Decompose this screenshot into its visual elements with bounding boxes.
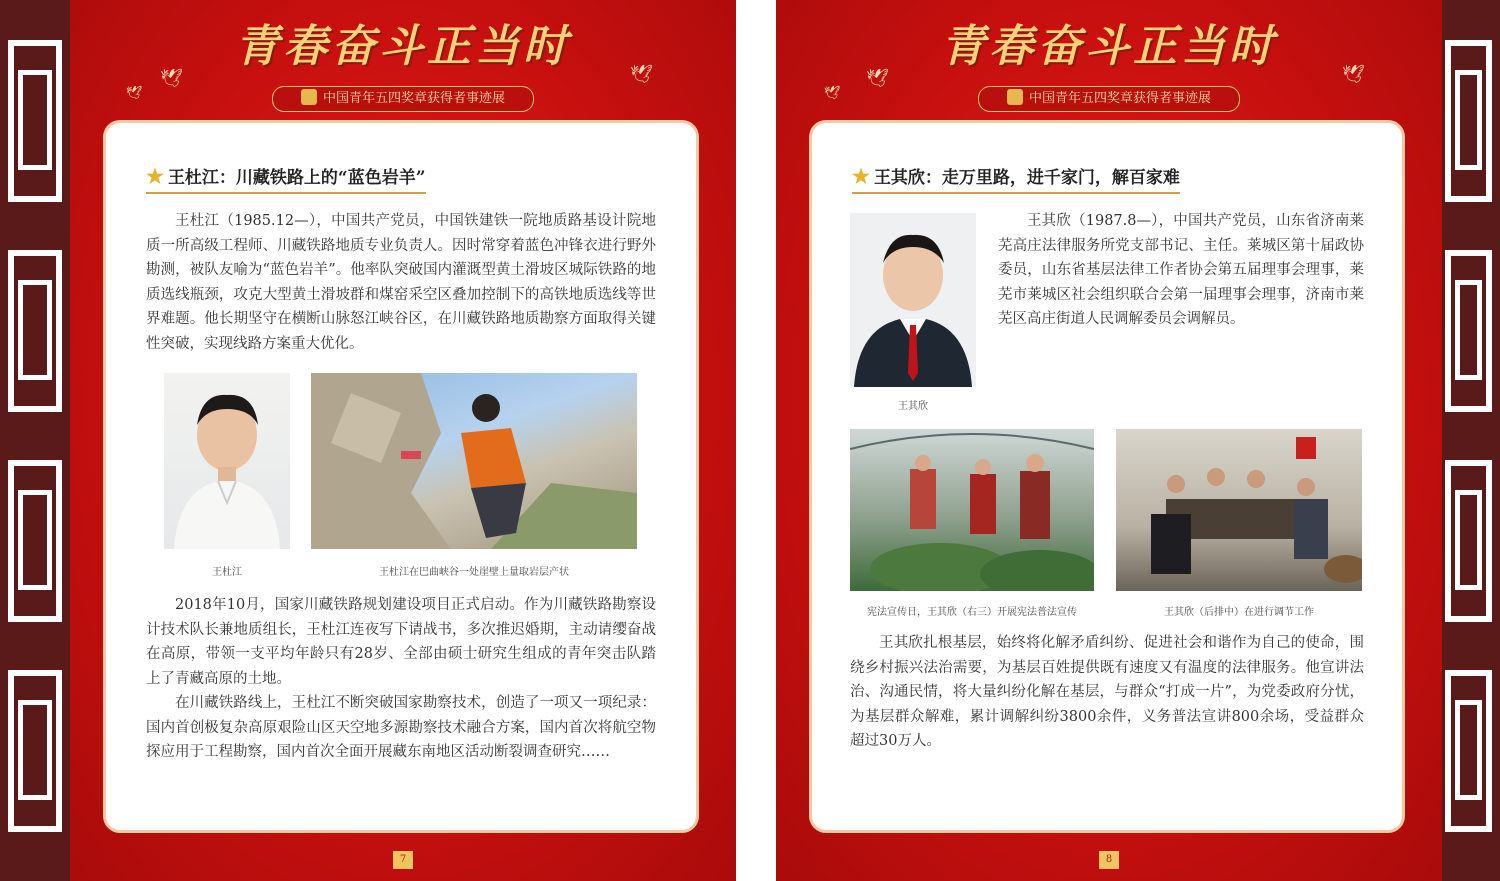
body-paragraph: 王其欣扎根基层，始终将化解矛盾纠纷、促进社会和谐作为自己的使命，围绕乡村振兴法治需要，为基层百姓提供既有速度又有温度的法律服务。他宣讲法治、沟通民情，将大量纠纷化解在基层，与群众“打成一片”，为党委政府分忧，为基层群众解难，累计调解纠纷3800余件，义务普法宣讲800余场，受益群众超过30万人。 [850,635,1364,749]
page-title: 青春奋斗正当时 [941,21,1277,72]
dove-icon: 🕊 [630,64,653,85]
dove-icon: 🕊 [1342,64,1365,85]
section-heading: ★ 王其欣：走万里路，进千家门，解百家难 [852,163,1180,194]
youth-league-emblem-icon [301,89,317,105]
page-number: 8 [1099,851,1119,869]
greenhouse-photo [850,429,1094,591]
star-icon: ★ [852,164,870,188]
greenhouse-illustration [850,429,1094,591]
field-survey-illustration [311,373,637,549]
portrait-photo [164,373,290,549]
page-7 [70,0,736,881]
page-number: 7 [393,851,413,869]
star-icon: ★ [146,164,164,188]
youth-league-emblem-icon [1007,89,1023,105]
dove-icon: 🕊 [824,86,841,101]
dove-icon: 🕊 [160,68,183,89]
portrait-illustration [164,373,290,549]
page-8 [776,0,1442,881]
portrait-illustration [850,213,976,387]
mediation-photo [1116,429,1362,591]
left-ornament-border [0,0,70,881]
mediation-illustration [1116,429,1362,591]
body-paragraph: 在川藏铁路线上，王杜江不断突破国家勘察技术，创造了一项又一项纪录：国内首创极复杂高原艰险山区天空地多源勘察技术融合方案，国内首次将航空物探应用于工程勘察，国内首次全面开展藏东南地区活动断裂调查研究…… [146,695,656,760]
dove-icon: 🕊 [866,68,889,89]
portrait-caption: 王其欣 [898,401,928,412]
field-survey-photo [311,373,637,549]
field-photo-caption: 王杜江在巴曲峡谷一处崖壁上量取岩层产状 [379,567,569,578]
dove-icon: 🕊 [126,86,143,101]
intro-paragraph: 王杜江（1985.12—），中国共产党员，中国铁建铁一院地质路基设计院地质一所高级工程师、川藏铁路地质专业负责人。因时常穿着蓝色冲锋衣进行野外勘测，被队友喻为“蓝色岩羊”。他率队突破国内灌溉型黄土滑坡区城际铁路的地质选线瓶颈，攻克大型黄土滑坡群和煤窑采空区叠加控制下的高铁地质选线等世界难题。他长期坚守在横断山脉怒江峡谷区，在川藏铁路地质勘察方面取得关键性突破，实现线路方案重大优化。 [146,213,656,352]
content-card [106,123,696,830]
page-title: 青春奋斗正当时 [235,21,571,72]
right-ornament-border [1437,0,1500,881]
subtitle-banner: 中国青年五四奖章获得者事迹展 [978,86,1240,112]
content-card [812,123,1402,830]
intro-paragraph: 王其欣（1987.8—），中国共产党员，山东省济南莱芜高庄法律服务所党支部书记、主任。莱城区第十届政协委员，山东省基层法律工作者协会第五届理事会理事，莱芜市莱城区社会组织联合会第一届理事会理事，济南市莱芜区高庄街道人民调解委员会调解员。 [998,213,1364,327]
body-paragraph: 2018年10月，国家川藏铁路规划建设项目正式启动。作为川藏铁路勘察设计技术队长兼地质组长，王杜江连夜写下请战书，多次推迟婚期，主动请缨奋战在高原，带领一支平均年龄只有28岁、全部由硕士研究生组成的青年突击队踏上了青藏高原的土地。 [146,597,656,687]
portrait-photo [850,213,976,387]
portrait-caption: 王杜江 [212,567,242,578]
subtitle-banner: 中国青年五四奖章获得者事迹展 [272,86,534,112]
section-heading: ★ 王杜江：川藏铁路上的“蓝色岩羊” [146,163,426,194]
greenhouse-caption: 宪法宣传日，王其欣（右三）开展宪法普法宣传 [867,607,1077,618]
mediation-caption: 王其欣（后排中）在进行调节工作 [1164,607,1314,618]
spine-gutter [736,0,776,881]
